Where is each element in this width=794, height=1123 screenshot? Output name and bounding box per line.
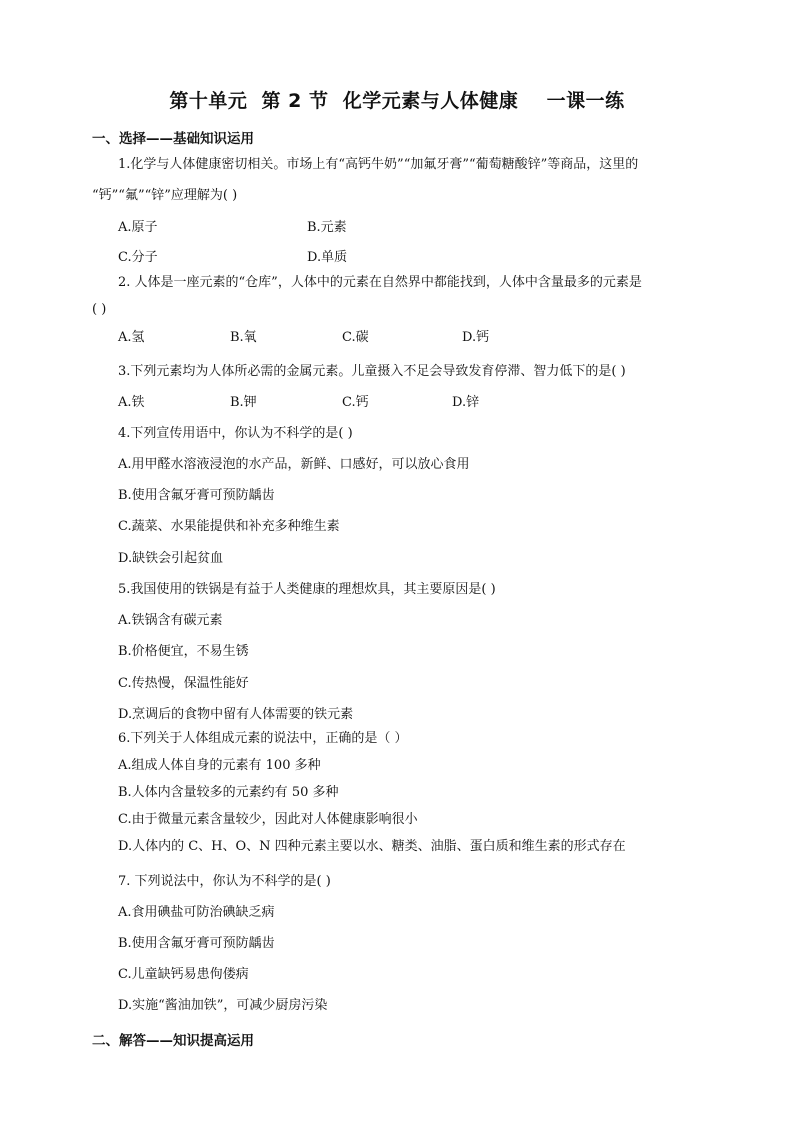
question-6-option-b: B.人体内含量较多的元素约有 50 多种 (118, 785, 339, 800)
section-heading-answer: 二、解答——知识提高运用 (92, 1033, 254, 1049)
question-7-stem: 7. 下列说法中，你认为不科学的是( ) (118, 874, 331, 889)
question-2-option-b: B.氧 (230, 330, 257, 345)
question-1-stem-line-1: 1.化学与人体健康密切相关。市场上有“高钙牛奶”“加氟牙膏”“葡萄糖酸锌”等商品，这里的 (118, 157, 639, 172)
section-heading-choice: 一、选择——基础知识运用 (92, 131, 254, 147)
question-6-stem: 6.下列关于人体组成元素的说法中，正确的是（ ） (118, 731, 408, 746)
question-6-option-d: D.人体内的 C、H、O、N 四种元素主要以水、糖类、油脂、蛋白质和维生素的形式存在 (118, 839, 626, 854)
question-1-stem-line-2: “钙”“氟”“锌”应理解为( ) (92, 188, 238, 203)
question-5-option-b: B.价格便宜，不易生锈 (118, 644, 249, 659)
question-1-option-a: A.原子 (118, 220, 158, 235)
question-7-option-d: D.实施“酱油加铁”，可减少厨房污染 (118, 998, 328, 1013)
question-6-option-c: C.由于微量元素含量较少，因此对人体健康影响很小 (118, 812, 418, 827)
question-5-stem: 5.我国使用的铁锅是有益于人类健康的理想炊具，其主要原因是( ) (118, 582, 496, 597)
question-4-option-c: C.蔬菜、水果能提供和补充多种维生素 (118, 519, 340, 534)
question-2-stem-line-1: 2. 人体是一座元素的“仓库”，人体中的元素在自然界中都能找到，人体中含量最多的元素是 (118, 275, 642, 290)
question-4-option-a: A.用甲醛水溶液浸泡的水产品，新鲜、口感好，可以放心食用 (118, 457, 470, 472)
question-3-option-a: A.铁 (118, 395, 145, 410)
question-7-option-c: C.儿童缺钙易患佝偻病 (118, 967, 249, 982)
question-7-option-a: A.食用碘盐可防治碘缺乏病 (118, 905, 275, 920)
question-3-option-c: C.钙 (342, 395, 369, 410)
question-4-option-d: D.缺铁会引起贫血 (118, 551, 224, 566)
question-3-option-d: D.锌 (452, 395, 480, 410)
question-3-stem: 3.下列元素均为人体所必需的金属元素。儿童摄入不足会导致发育停滞、智力低下的是( ) (118, 364, 626, 379)
question-4-option-b: B.使用含氟牙膏可预防龋齿 (118, 488, 275, 503)
question-6-option-a: A.组成人体自身的元素有 100 多种 (118, 758, 321, 773)
question-5-option-d: D.烹调后的食物中留有人体需要的铁元素 (118, 707, 354, 722)
question-2-option-d: D.钙 (462, 330, 490, 345)
question-5-option-a: A.铁锅含有碳元素 (118, 613, 223, 628)
question-5-option-c: C.传热慢，保温性能好 (118, 676, 249, 691)
question-2-stem-line-2: ( ) (92, 302, 107, 317)
question-1-option-c: C.分子 (118, 250, 158, 265)
question-1-option-b: B.元素 (307, 220, 347, 235)
question-2-option-a: A.氢 (118, 330, 145, 345)
page-title: 第十单元 第 2 节 化学元素与人体健康 一课一练 (169, 90, 625, 112)
question-4-stem: 4.下列宣传用语中，你认为不科学的是( ) (118, 426, 353, 441)
question-3-option-b: B.钾 (230, 395, 257, 410)
question-2-option-c: C.碳 (342, 330, 369, 345)
question-1-option-d: D.单质 (307, 250, 348, 265)
question-7-option-b: B.使用含氟牙膏可预防龋齿 (118, 936, 275, 951)
